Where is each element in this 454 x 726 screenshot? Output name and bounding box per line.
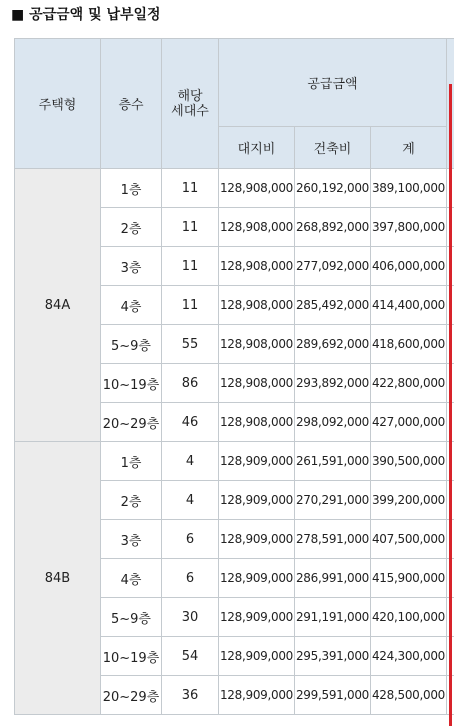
units-cell: 6 xyxy=(162,559,219,598)
total-price-cell: 414,400,000 xyxy=(371,286,447,325)
section-title: ■ 공급금액 및 납부일정 xyxy=(11,7,161,23)
total-price-cell: 397,800,000 xyxy=(371,208,447,247)
floor-cell: 4층 xyxy=(101,286,162,325)
total-price-cell: 428,500,000 xyxy=(371,676,447,715)
building-price-cell: 270,291,000 xyxy=(295,481,371,520)
header-floor: 층수 xyxy=(101,39,162,169)
floor-cell: 20~29층 xyxy=(101,676,162,715)
header-type: 주택형 xyxy=(15,39,101,169)
land-price-cell: 128,909,000 xyxy=(219,520,295,559)
floor-cell: 2층 xyxy=(101,481,162,520)
total-price-cell: 420,100,000 xyxy=(371,598,447,637)
land-price-cell: 128,908,000 xyxy=(219,325,295,364)
building-price-cell: 293,892,000 xyxy=(295,364,371,403)
units-cell: 11 xyxy=(162,208,219,247)
land-price-cell: 128,908,000 xyxy=(219,364,295,403)
header-building: 건축비 xyxy=(295,127,371,169)
units-cell: 11 xyxy=(162,286,219,325)
units-cell: 11 xyxy=(162,169,219,208)
land-price-cell: 128,908,000 xyxy=(219,403,295,442)
total-price-cell: 418,600,000 xyxy=(371,325,447,364)
floor-cell: 2층 xyxy=(101,208,162,247)
table-row xyxy=(15,169,454,208)
floor-cell: 20~29층 xyxy=(101,403,162,442)
units-cell: 4 xyxy=(162,481,219,520)
header-units-label: 해당 세대수 xyxy=(171,88,209,119)
building-price-cell: 268,892,000 xyxy=(295,208,371,247)
land-price-cell: 128,908,000 xyxy=(219,247,295,286)
floor-cell: 1층 xyxy=(101,169,162,208)
floor-cell: 10~19층 xyxy=(101,364,162,403)
total-price-cell: 399,200,000 xyxy=(371,481,447,520)
header-supply-price: 공급금액 xyxy=(219,39,447,127)
building-price-cell: 278,591,000 xyxy=(295,520,371,559)
units-cell: 4 xyxy=(162,442,219,481)
floor-cell: 3층 xyxy=(101,247,162,286)
floor-cell: 1층 xyxy=(101,442,162,481)
units-cell: 55 xyxy=(162,325,219,364)
total-price-cell: 390,500,000 xyxy=(371,442,447,481)
total-price-cell: 427,000,000 xyxy=(371,403,447,442)
table-row xyxy=(15,442,454,481)
header-total: 계 xyxy=(371,127,447,169)
building-price-cell: 285,492,000 xyxy=(295,286,371,325)
building-price-cell: 291,191,000 xyxy=(295,598,371,637)
units-cell: 86 xyxy=(162,364,219,403)
housing-type-cell: 84B xyxy=(15,442,101,715)
highlight-border-line xyxy=(449,84,452,726)
total-price-cell: 422,800,000 xyxy=(371,364,447,403)
land-price-cell: 128,909,000 xyxy=(219,442,295,481)
floor-cell: 5~9층 xyxy=(101,325,162,364)
land-price-cell: 128,908,000 xyxy=(219,286,295,325)
land-price-cell: 128,909,000 xyxy=(219,637,295,676)
building-price-cell: 261,591,000 xyxy=(295,442,371,481)
total-price-cell: 389,100,000 xyxy=(371,169,447,208)
floor-cell: 10~19층 xyxy=(101,637,162,676)
building-price-cell: 260,192,000 xyxy=(295,169,371,208)
units-cell: 54 xyxy=(162,637,219,676)
building-price-cell: 299,591,000 xyxy=(295,676,371,715)
units-cell: 30 xyxy=(162,598,219,637)
units-cell: 11 xyxy=(162,247,219,286)
units-cell: 36 xyxy=(162,676,219,715)
land-price-cell: 128,909,000 xyxy=(219,598,295,637)
supply-price-table xyxy=(14,38,454,715)
land-price-cell: 128,909,000 xyxy=(219,559,295,598)
floor-cell: 4층 xyxy=(101,559,162,598)
land-price-cell: 128,909,000 xyxy=(219,676,295,715)
table-body xyxy=(15,169,454,715)
total-price-cell: 407,500,000 xyxy=(371,520,447,559)
building-price-cell: 295,391,000 xyxy=(295,637,371,676)
total-price-cell: 406,000,000 xyxy=(371,247,447,286)
total-price-cell: 415,900,000 xyxy=(371,559,447,598)
floor-cell: 3층 xyxy=(101,520,162,559)
total-price-cell: 424,300,000 xyxy=(371,637,447,676)
units-cell: 6 xyxy=(162,520,219,559)
building-price-cell: 277,092,000 xyxy=(295,247,371,286)
units-cell: 46 xyxy=(162,403,219,442)
land-price-cell: 128,909,000 xyxy=(219,481,295,520)
header-land: 대지비 xyxy=(219,127,295,169)
housing-type-cell: 84A xyxy=(15,169,101,442)
header-units xyxy=(162,39,219,169)
land-price-cell: 128,908,000 xyxy=(219,169,295,208)
building-price-cell: 289,692,000 xyxy=(295,325,371,364)
land-price-cell: 128,908,000 xyxy=(219,208,295,247)
building-price-cell: 298,092,000 xyxy=(295,403,371,442)
floor-cell: 5~9층 xyxy=(101,598,162,637)
building-price-cell: 286,991,000 xyxy=(295,559,371,598)
